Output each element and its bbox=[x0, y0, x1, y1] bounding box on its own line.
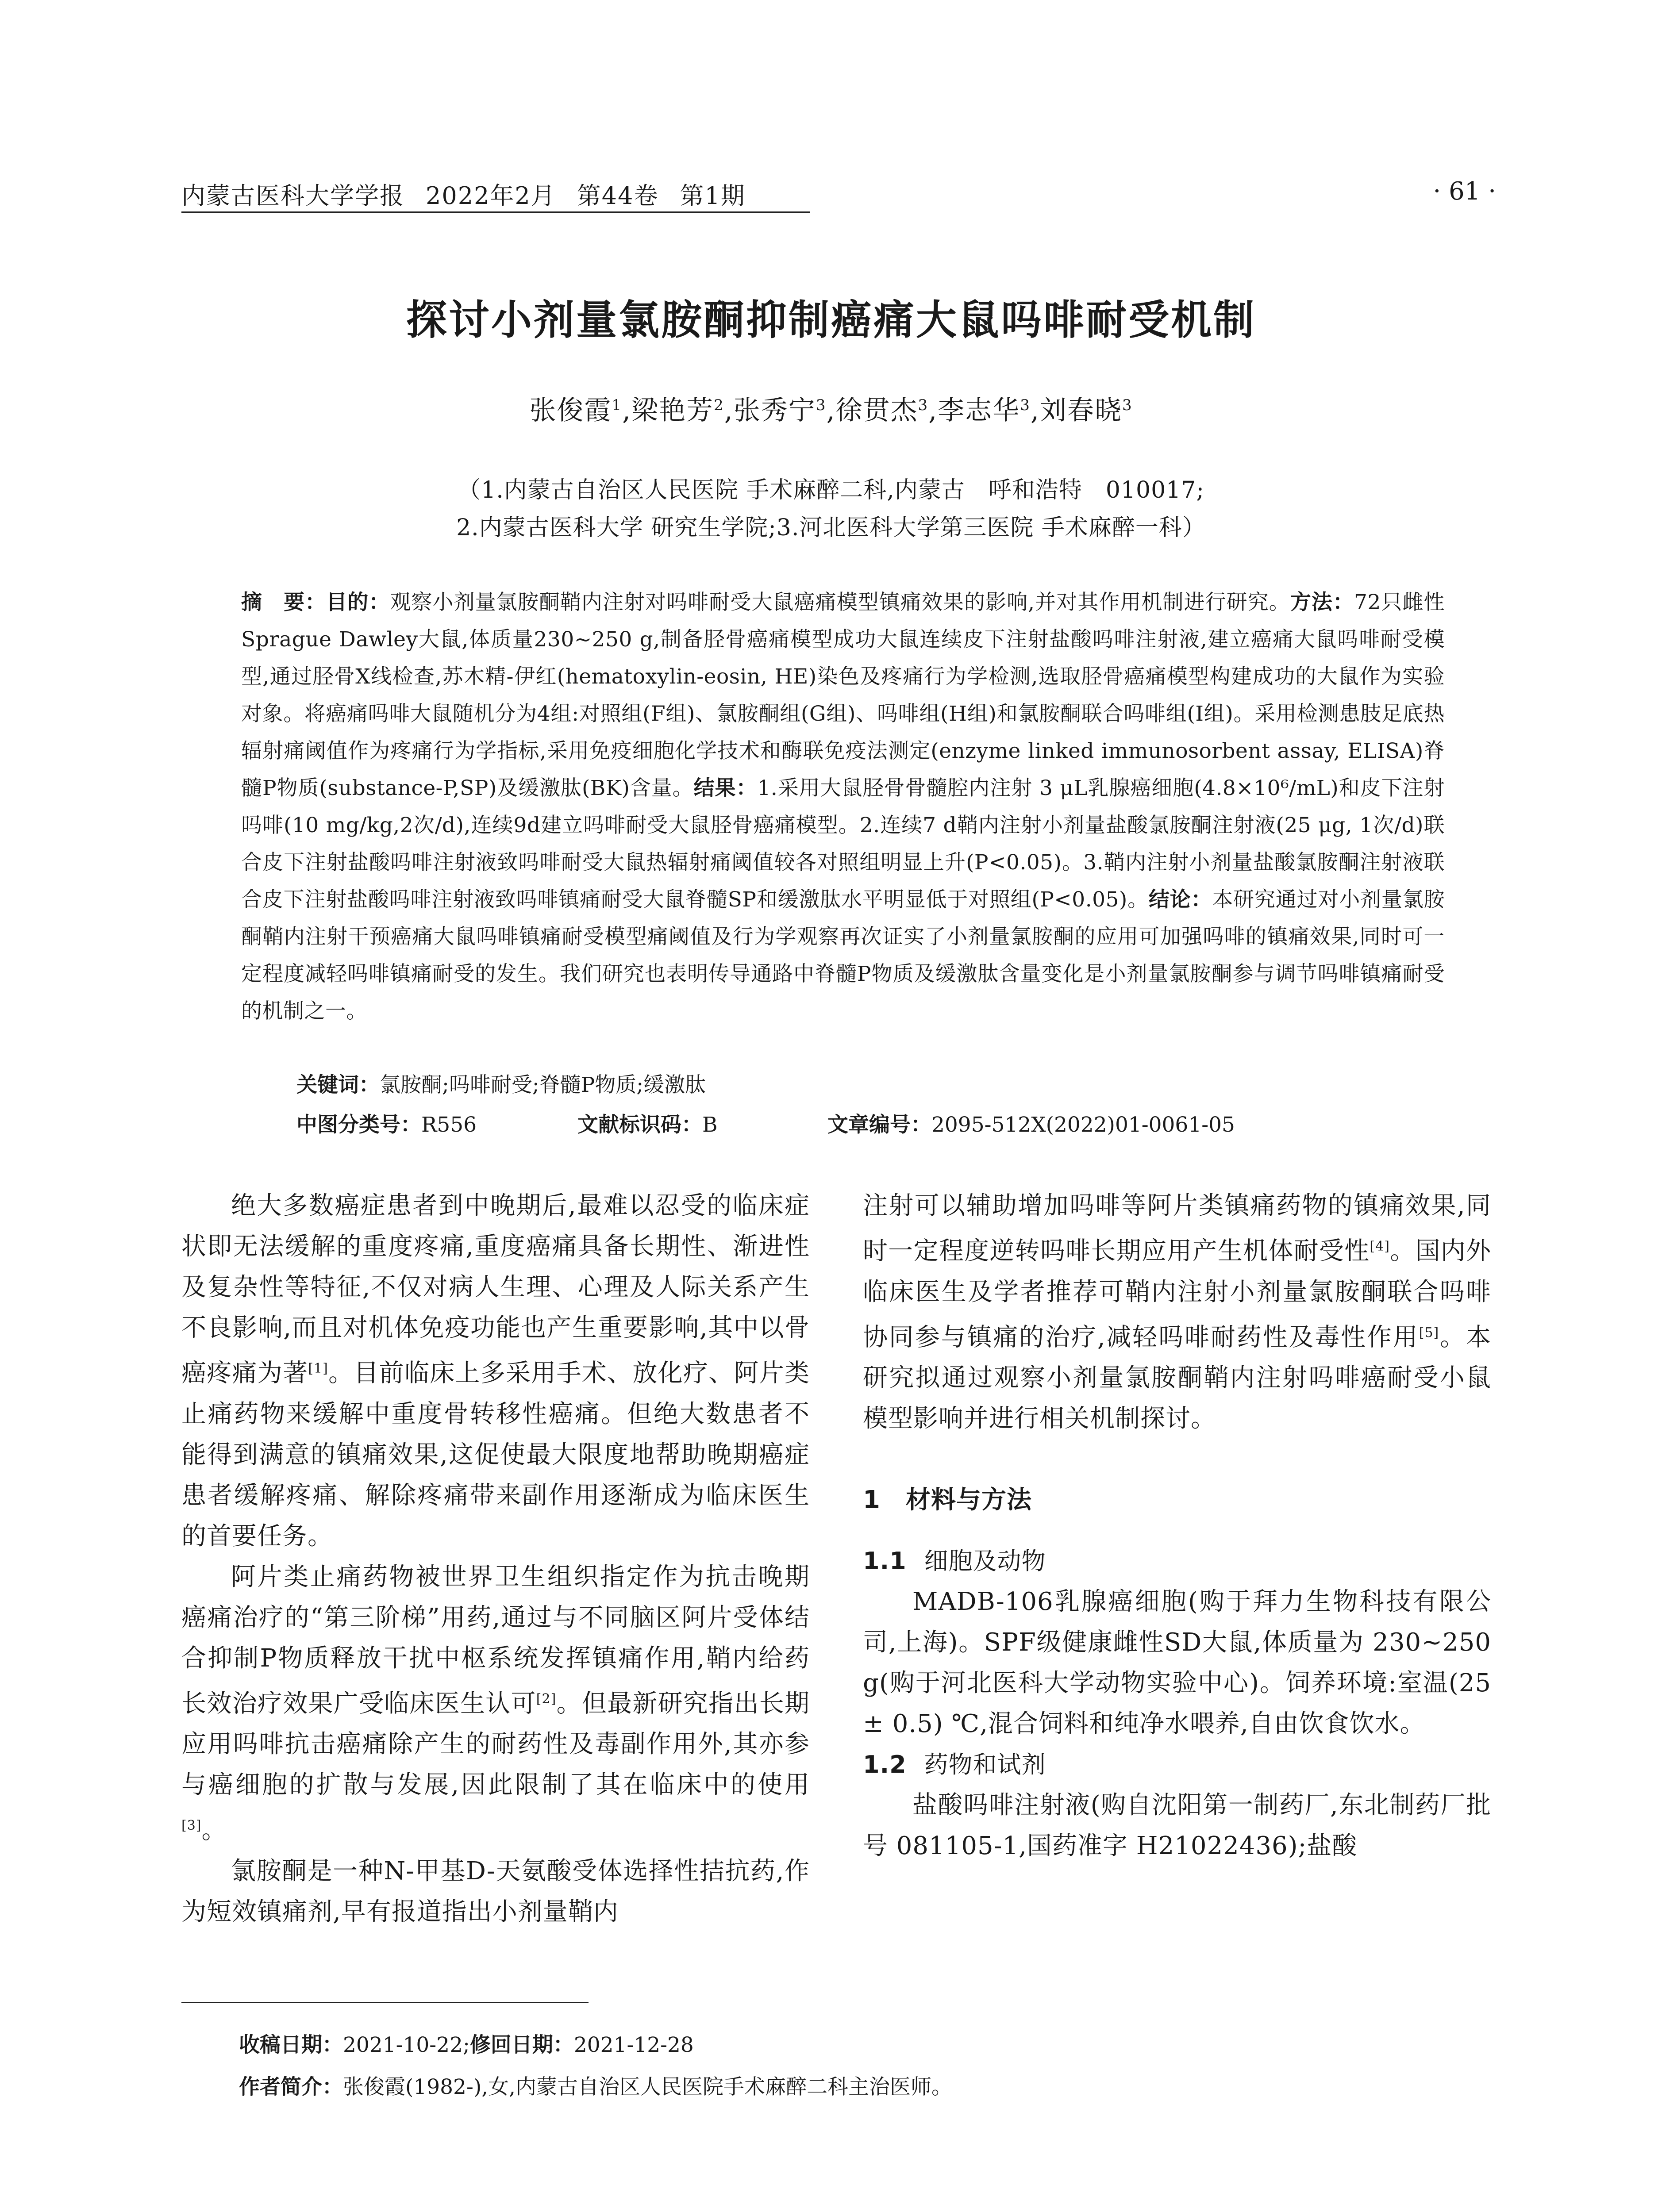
subsection-heading bbox=[863, 1744, 1491, 1785]
author-bio: 张俊霞(1982-),女,内蒙古自治区人民医院手术麻醉二科主治医师。 bbox=[343, 2075, 953, 2099]
citation[interactable]: [4] bbox=[1370, 1239, 1390, 1254]
conclusion-label: 结论： bbox=[1148, 887, 1212, 912]
footnote-author bbox=[239, 2070, 952, 2100]
author-bio-label: 作者简介： bbox=[239, 2075, 343, 2099]
subsection-number: 1.2 bbox=[863, 1751, 907, 1779]
clc-number bbox=[296, 1108, 477, 1138]
paragraph bbox=[863, 1785, 1491, 1866]
paragraph-text: 绝大多数癌症患者到中晚期后,最难以忍受的临床症状即无法缓解的重度疼痛,重度癌痛具备长期性、渐进性及复杂性等特征,不仅对病人生理、心理及人际关系产生不良影响,而且对机体免疫功能也产生重要影响,其中以骨癌疼痛为著 bbox=[181, 1191, 810, 1388]
author-affiliation-mark: 3 bbox=[1020, 396, 1031, 414]
paragraph-text: 。 bbox=[201, 1816, 227, 1845]
conclusion-text: 本研究通过对小剂量氯胺酮鞘内注射干预癌痛大鼠吗啡镇痛耐受模型痛阈值及行为学观察再次证实了小剂量氯胺酮的应用可加强吗啡的镇痛效果,同时可一定程度减轻吗啡镇痛耐受的发生。我们研究也表明传导通路中脊髓P物质及缓激肽含量变化是小剂量氯胺酮参与调节吗啡镇痛耐受的机制之一。 bbox=[241, 887, 1445, 1023]
paragraph bbox=[181, 1557, 810, 1851]
clc-value: R556 bbox=[421, 1113, 477, 1137]
result-text: 1.采用大鼠胫骨骨髓腔内注射 3 μL乳腺癌细胞(4.8×10⁶/mL)和皮下注射吗啡(10 mg/kg,2次/d),连续9d建立吗啡耐受大鼠胫骨癌痛模型。2.连续7 d鞘内注射小剂量盐酸氯胺酮注射液(25 μg, 1次/d)联合皮下注射盐酸吗啡注射液致吗啡耐受大鼠热辐射痛阈值较各对照组明显上升(P<0.05)。3.鞘内注射小剂量盐酸氯胺酮注射液联合皮下注射盐酸吗啡注射液致吗啡镇痛耐受大鼠脊髓SP和缓激肽水平明显低于对照组(P<0.05)。 bbox=[241, 776, 1445, 912]
result-label: 结果： bbox=[693, 776, 758, 800]
author-affiliation-mark: 2 bbox=[714, 396, 724, 414]
revised-date: 2021-12-28 bbox=[573, 2033, 694, 2057]
body-left-column bbox=[181, 1186, 810, 1932]
journal-name: 内蒙古医科大学学报 bbox=[181, 182, 404, 210]
document-code bbox=[577, 1108, 718, 1138]
purpose-text: 观察小剂量氯胺酮鞘内注射对吗啡耐受大鼠癌痛模型镇痛效果的影响,并对其作用机制进行研究。 bbox=[390, 590, 1290, 614]
author-affiliation-mark: 3 bbox=[1122, 396, 1133, 414]
method-label: 方法： bbox=[1290, 590, 1354, 614]
doc-code-label: 文献标识码： bbox=[577, 1113, 702, 1137]
citation[interactable]: [5] bbox=[1419, 1325, 1439, 1340]
author-name: 刘春晓 bbox=[1039, 395, 1122, 426]
footnote-rule bbox=[181, 2002, 589, 2003]
article-title: 探讨小剂量氯胺酮抑制癌痛大鼠吗啡耐受机制 bbox=[406, 296, 1256, 344]
paragraph-text: 盐酸吗啡注射液(购自沈阳第一制药厂,东北制药厂批号 081105-1,国药准字 H21022436);盐酸 bbox=[863, 1791, 1491, 1861]
footnote-dates bbox=[239, 2028, 694, 2058]
paragraph-text: 。但最新研究指出长期应用吗啡抗击癌痛除产生的耐药性及毒副作用外,其亦参与癌细胞的扩散与发展,因此限制了其在临床中的使用 bbox=[181, 1689, 810, 1800]
body-right-column bbox=[863, 1186, 1491, 1866]
author-affiliation-mark: 3 bbox=[816, 396, 827, 414]
subsection-title: 细胞及动物 bbox=[924, 1547, 1046, 1575]
author-list: 张俊霞$^1$,梁艳芳$^2$,张秀宁$^3$,徐贯杰$^3$,李志华$^3$,刘春晓$^3$ bbox=[529, 395, 1133, 426]
paragraph bbox=[863, 1582, 1491, 1744]
paragraph-text: 氯胺酮是一种N-甲基D-天氨酸受体选择性拮抗药,作为短效镇痛剂,早有报道指出小剂量鞘内 bbox=[181, 1856, 810, 1926]
page-number: · 61 · bbox=[1433, 177, 1496, 206]
author-affiliation-mark: 3 bbox=[918, 396, 929, 414]
subsection-title: 药物和试剂 bbox=[924, 1751, 1046, 1779]
received-label: 收稿日期： bbox=[239, 2033, 343, 2057]
paragraph-text: 。目前临床上多采用手术、放化疗、阿片类止痛药物来缓解中重度骨转移性癌痛。但绝大数患者不能得到满意的镇痛效果,这促使最大限度地帮助晚期癌症患者缓解疼痛、解除疼痛带来副作用逐渐成为临床医生的首要任务。 bbox=[181, 1359, 810, 1551]
keywords bbox=[296, 1068, 706, 1098]
citation[interactable]: [3] bbox=[181, 1818, 202, 1834]
paragraph-text: 阿片类止痛药物被世界卫生组织指定作为抗击晚期癌痛治疗的“第三阶梯”用药,通过与不同脑区阿片受体结合抑制P物质释放干扰中枢系统发挥镇痛作用,鞘内给药长效治疗效果广受临床医生认可 bbox=[181, 1562, 810, 1718]
author-name: 李志华 bbox=[938, 395, 1020, 426]
citation[interactable]: [2] bbox=[536, 1691, 557, 1707]
section-number: 1 bbox=[863, 1486, 881, 1515]
paragraph bbox=[181, 1851, 810, 1932]
doc-code-value: B bbox=[702, 1113, 718, 1137]
abstract bbox=[241, 584, 1445, 1030]
author-name: 张俊霞 bbox=[529, 395, 612, 426]
article-number-label: 文章编号： bbox=[827, 1113, 931, 1137]
paragraph-text: MADB-106乳腺癌细胞(购于拜力生物科技有限公司,上海)。SPF级健康雌性SD大鼠,体质量为 230~250 g(购于河北医科大学动物实验中心)。饲养环境:室温(25 ± 0.5) ℃,混合饲料和纯净水喂养,自由饮食饮水。 bbox=[863, 1587, 1491, 1739]
running-header bbox=[181, 177, 767, 211]
paragraph-text: 。国内外临床医生及学者推荐可鞘内注射小剂量氯胺酮联合吗啡协同参与镇痛的治疗,减轻吗啡耐药性及毒性作用 bbox=[863, 1237, 1492, 1352]
author-name: 徐贯杰 bbox=[835, 395, 918, 426]
affiliation-line-1: （1.内蒙古自治区人民医院 手术麻醉二科,内蒙古 呼和浩特 010017; bbox=[458, 477, 1204, 503]
article-number bbox=[827, 1108, 1235, 1138]
received-date: 2021-10-22; bbox=[343, 2033, 470, 2057]
method-text: 72只雌性Sprague Dawley大鼠,体质量230~250 g,制备胫骨癌痛模型成功大鼠连续皮下注射盐酸吗啡注射液,建立癌痛大鼠吗啡耐受模型,通过胫骨X线检查,苏木精-伊红(hematoxylin-eosin, HE)染色及疼痛行为学检测,选取胫骨癌痛模型构建成功的大鼠作为实验对象。将癌痛吗啡大鼠随机分为4组:对照组(F组)、氯胺酮组(G组)、吗啡组(H组)和氯胺酮联合吗啡组(I组)。采用检测患肢足底热辐射痛阈值作为疼痛行为学指标,采用免疫细胞化学技术和酶联免疫法测定(enzyme linked immunosorbent assay, ELISA)脊髓P物质(substance-P,SP)及缓激肽(BK)含量。 bbox=[241, 590, 1445, 800]
keywords-text: 氯胺酮;吗啡耐受;脊髓P物质;缓激肽 bbox=[380, 1073, 706, 1097]
subsection-number: 1.1 bbox=[863, 1547, 907, 1575]
citation[interactable]: [1] bbox=[308, 1361, 328, 1376]
affiliation-line-2: 2.内蒙古医科大学 研究生学院;3.河北医科大学第三医院 手术麻醉一科） bbox=[456, 515, 1206, 541]
purpose-label: 目的： bbox=[326, 590, 390, 614]
paragraph-text: 注射可以辅助增加吗啡等阿片类镇痛药物的镇痛效果,同时一定程度逆转吗啡长期应用产生机体耐受性 bbox=[863, 1191, 1491, 1266]
volume: 第44卷 bbox=[577, 182, 659, 210]
revised-label: 修回日期： bbox=[469, 2033, 574, 2057]
paragraph bbox=[863, 1186, 1491, 1439]
author-name: 张秀宁 bbox=[733, 395, 816, 426]
header-rule bbox=[181, 211, 810, 213]
section-heading bbox=[863, 1480, 1491, 1521]
clc-label: 中图分类号： bbox=[296, 1113, 421, 1137]
paragraph bbox=[181, 1186, 810, 1557]
article-number-value: 2095-512X(2022)01-0061-05 bbox=[931, 1113, 1235, 1137]
author-name: 梁艳芳 bbox=[631, 395, 714, 426]
section-title: 材料与方法 bbox=[905, 1486, 1032, 1515]
subsection-heading bbox=[863, 1541, 1491, 1582]
abstract-label: 摘 要： bbox=[241, 590, 327, 614]
author-affiliation-mark: 1 bbox=[612, 396, 623, 414]
issue-date: 2022年2月 bbox=[426, 182, 556, 210]
issue: 第1期 bbox=[680, 182, 746, 210]
paragraph-text: 。本研究拟通过观察小剂量氯胺酮鞘内注射吗啡癌耐受小鼠模型影响并进行相关机制探讨。 bbox=[863, 1323, 1491, 1433]
keywords-label: 关键词： bbox=[296, 1073, 380, 1097]
